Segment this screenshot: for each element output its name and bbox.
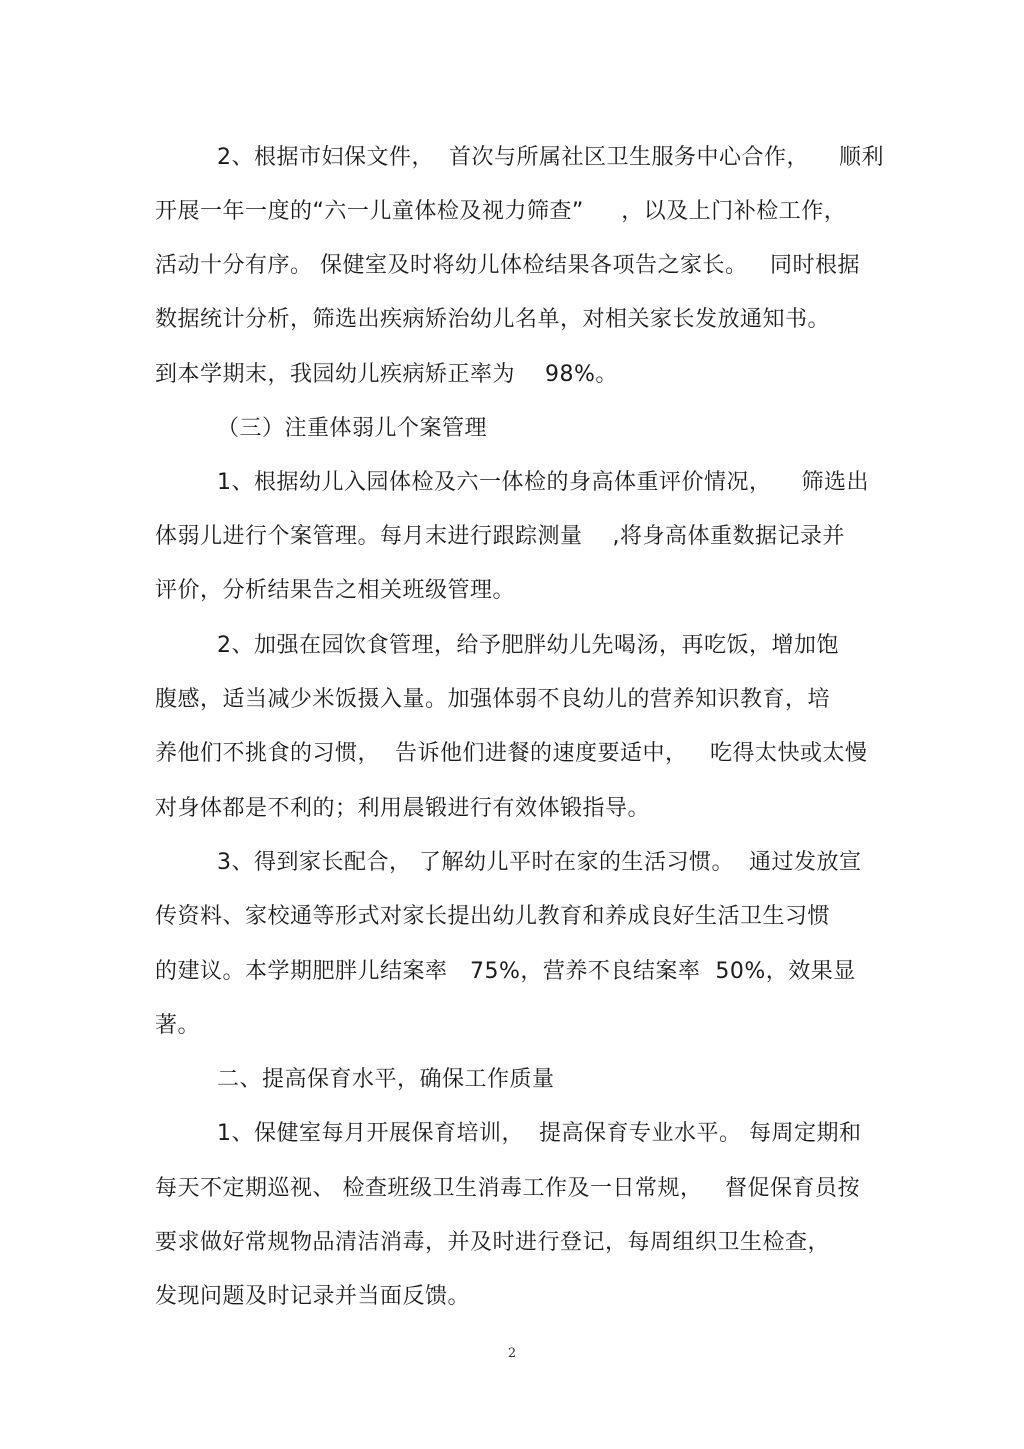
paragraph-line: 活动十分有序。 保健室及时将幼儿体检结果各项告之家长。 同时根据 [155,253,860,278]
paragraph-line: 腹感，适当减少米饭摄入量。加强体弱不良幼儿的营养知识教育，培 [155,687,831,712]
paragraph-line: 对身体都是不利的；利用晨锻进行有效体锻指导。 [155,796,651,821]
paragraph-line: 传资料、家校通等形式对家长提出幼儿教育和养成良好生活卫生习惯 [155,904,831,929]
page-number: 2 [507,1346,517,1361]
paragraph-line: 评价，分析结果告之相关班级管理。 [155,578,516,603]
paragraph-line: 3、得到家长配合， 了解幼儿平时在家的生活习惯。 通过发放宣 [217,850,862,875]
paragraph-line: 1、根据幼儿入园体检及六一体检的身高体重评价情况， 筛选出 [217,470,869,495]
paragraph-line: 每天不定期巡视、 检查班级卫生消毒工作及一日常规， 督促保育员按 [155,1176,860,1201]
paragraph-line: 著。 [155,1013,201,1038]
section-heading: 二、提高保育水平，确保工作质量 [217,1067,555,1092]
paragraph-line: 养他们不挑食的习惯， 告诉他们进餐的速度要适中， 吃得太快或太慢 [155,741,868,766]
paragraph-line: 的建议。本学期肥胖儿结案率 75%，营养不良结案率 50%，效果显 [155,959,856,984]
paragraph-line: 开展一年一度的“六一儿童体检及视力筛查” ，以及上门补检工作， [155,199,847,224]
paragraph-line: 体弱儿进行个案管理。每月末进行跟踪测量 ,将身高体重数据记录并 [155,524,845,549]
paragraph-line: 2、加强在园饮食管理，给予肥胖幼儿先喝汤，再吃饭，增加饱 [217,633,839,658]
paragraph-line: 数据统计分析，筛选出疾病矫治幼儿名单，对相关家长发放通知书。 [155,307,831,332]
section-heading: （三）注重体弱儿个案管理 [217,416,488,441]
paragraph-line: 要求做好常规物品清洁消毒，并及时进行登记，每周组织卫生检查， [155,1230,831,1255]
paragraph-line: 到本学期末，我园幼儿疾病矫正率为 98%。 [155,362,618,387]
paragraph-line: 1、保健室每月开展保育培训， 提高保育专业水平。 每周定期和 [217,1121,862,1146]
paragraph-line: 发现问题及时记录并当面反馈。 [155,1284,471,1309]
paragraph-line: 2、根据市妇保文件， 首次与所属社区卫生服务中心合作， 顺利 [217,145,884,170]
